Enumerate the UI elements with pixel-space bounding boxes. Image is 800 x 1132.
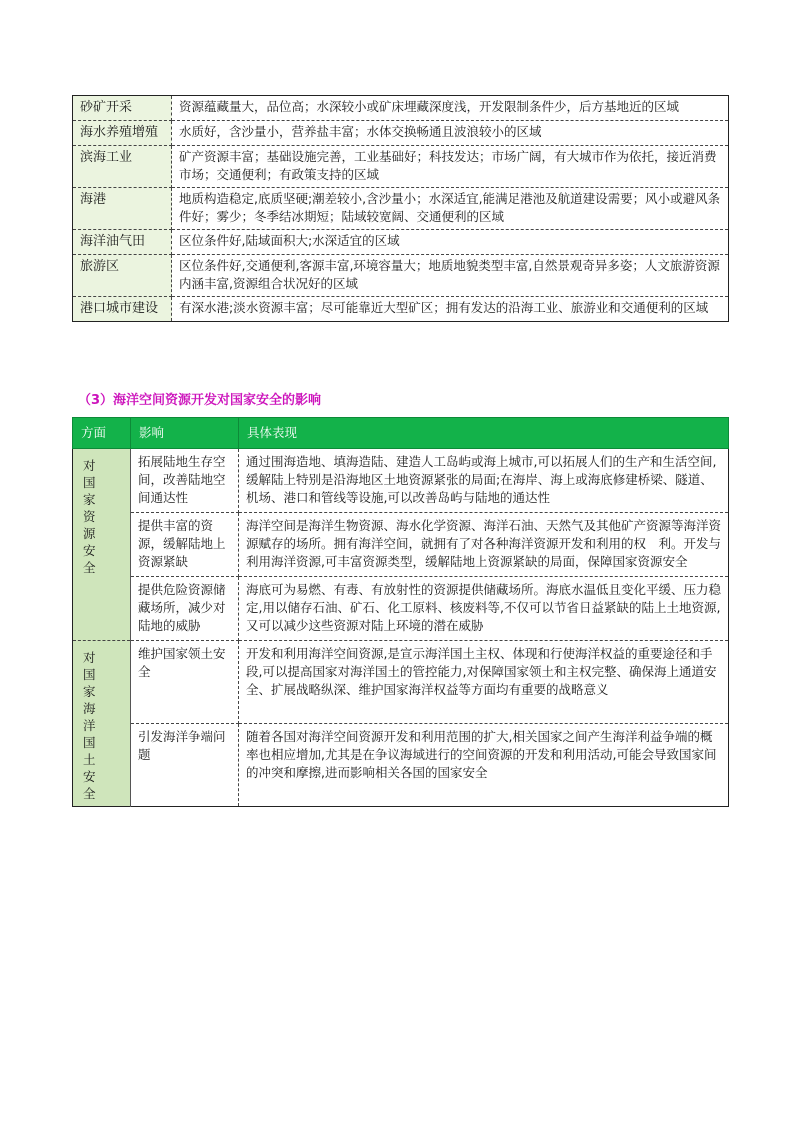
table-row bbox=[73, 724, 729, 807]
row-label: 旅游区 bbox=[73, 255, 172, 297]
table-row bbox=[73, 297, 729, 322]
category-resource-security: 对国家资源安全 bbox=[73, 449, 131, 641]
detail-cell: 通过围海造地、填海造陆、建造人工岛屿或海上城市,可以拓展人们的生产和生活空间,缓解陆上特别是沿海地区土地资源紧张的局面;在海岸、海上或海底修建桥梁、隧道、机场、港口和管线等设施,可以改善岛屿与陆地的通达性 bbox=[239, 449, 729, 513]
header-impact: 影响 bbox=[131, 418, 239, 449]
row-label: 港口城市建设 bbox=[73, 297, 172, 322]
header-detail: 具体表现 bbox=[239, 418, 729, 449]
table-row bbox=[73, 449, 729, 513]
category-territory-security: 对国家海洋国土安全 bbox=[73, 641, 131, 807]
table-header-row bbox=[73, 418, 729, 449]
table-row bbox=[73, 577, 729, 641]
row-label: 海港 bbox=[73, 188, 172, 230]
section-heading: （3）海洋空间资源开发对国家安全的影响 bbox=[78, 393, 322, 408]
table-row bbox=[73, 513, 729, 577]
header-aspect: 方面 bbox=[73, 418, 131, 449]
row-text: 水质好，含沙量小，营养盐丰富；水体交换畅通且波浪较小的区域 bbox=[172, 121, 729, 146]
table-row bbox=[73, 230, 729, 255]
row-label: 海水养殖增殖 bbox=[73, 121, 172, 146]
national-security-table bbox=[72, 417, 729, 807]
row-label: 海洋油气田 bbox=[73, 230, 172, 255]
table-row bbox=[73, 146, 729, 188]
table-row bbox=[73, 96, 729, 121]
row-text: 有深水港;淡水资源丰富；尽可能靠近大型矿区；拥有发达的沿海工业、旅游业和交通便利的区域 bbox=[172, 297, 729, 322]
row-text: 地质构造稳定,底质坚硬;潮差较小,含沙量小；水深适宜,能满足港池及航道建设需要；风小或避风条件好；雾少；冬季结冰期短；陆域较宽阔、交通便利的区域 bbox=[172, 188, 729, 230]
table-row bbox=[73, 641, 729, 724]
effect-cell: 提供丰富的资源，缓解陆地上资源紧缺 bbox=[131, 513, 239, 577]
effect-cell: 提供危险资源储藏场所，减少对陆地的威胁 bbox=[131, 577, 239, 641]
table-row bbox=[73, 188, 729, 230]
row-text: 区位条件好,陆域面积大;水深适宜的区域 bbox=[172, 230, 729, 255]
row-label: 砂矿开采 bbox=[73, 96, 172, 121]
table-row bbox=[73, 255, 729, 297]
effect-cell: 维护国家领土安全 bbox=[131, 641, 239, 724]
row-label: 滨海工业 bbox=[73, 146, 172, 188]
site-conditions-table bbox=[72, 95, 729, 322]
detail-cell: 随着各国对海洋空间资源开发和利用范围的扩大,相关国家之间产生海洋利益争端的概率也相应增加,尤其是在争议海域进行的空间资源的开发和利用活动,可能会导致国家间的冲突和摩擦,进而影响相关各国的国家安全 bbox=[239, 724, 729, 807]
detail-cell: 开发和利用海洋空间资源,是宣示海洋国土主权、体现和行使海洋权益的重要途径和手段,可以提高国家对海洋国土的管控能力,对保障国家领土和主权完整、确保海上通道安全、扩展战略纵深、维护国家海洋权益等方面均有重要的战略意义 bbox=[239, 641, 729, 724]
row-text: 矿产资源丰富；基础设施完善，工业基础好；科技发达；市场广阔，有大城市作为依托，接近消费市场；交通便利；有政策支持的区域 bbox=[172, 146, 729, 188]
row-text: 区位条件好,交通便利,客源丰富,环境容量大；地质地貌类型丰富,自然景观奇异多姿；人文旅游资源内涵丰富,资源组合状况好的区域 bbox=[172, 255, 729, 297]
detail-cell: 海底可为易燃、有毒、有放射性的资源提供储藏场所。海底水温低且变化平缓、压力稳定,用以储存石油、矿石、化工原料、核废料等,不仅可以节省日益紧缺的陆上土地资源,又可以减少这些资源对陆上环境的潜在威胁 bbox=[239, 577, 729, 641]
effect-cell: 引发海洋争端问题 bbox=[131, 724, 239, 807]
table-row bbox=[73, 121, 729, 146]
row-text: 资源蕴藏量大，品位高；水深较小或矿床埋藏深度浅，开发限制条件少，后方基地近的区域 bbox=[172, 96, 729, 121]
effect-cell: 拓展陆地生存空间，改善陆地空间通达性 bbox=[131, 449, 239, 513]
detail-cell: 海洋空间是海洋生物资源、海水化学资源、海洋石油、天然气及其他矿产资源等海洋资源赋存的场所。拥有海洋空间，就拥有了对各种海洋资源开发和利用的权 利。开发与利用海洋资源,可丰富资源类型，缓解陆地上资源紧缺的局面，保障国家资源安全 bbox=[239, 513, 729, 577]
